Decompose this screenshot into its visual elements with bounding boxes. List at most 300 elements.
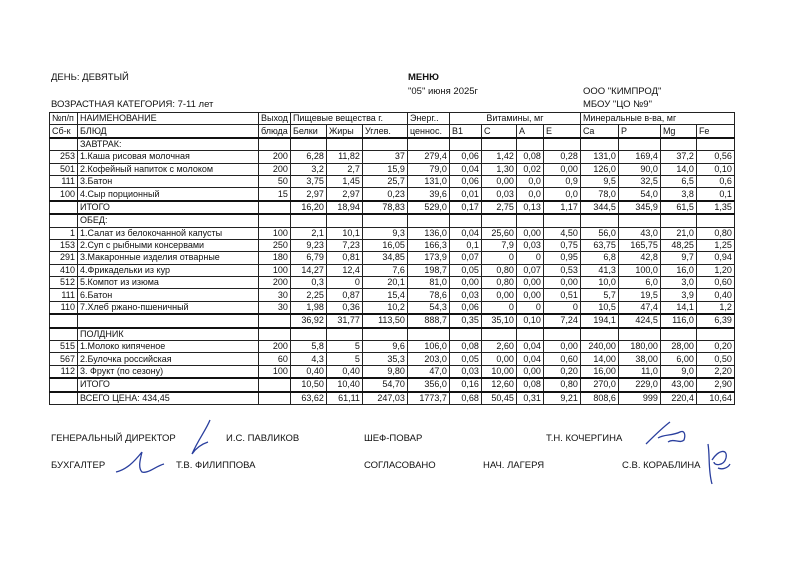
- table-cell: 2,90: [696, 378, 734, 391]
- table-cell: 512: [50, 277, 78, 289]
- dish-name: 6.Батон: [78, 289, 259, 301]
- table-cell: 0,08: [516, 378, 543, 391]
- table-cell: 6,00: [660, 353, 696, 365]
- table-cell: 2,1: [290, 227, 326, 239]
- table-cell: [407, 214, 449, 227]
- table-cell: 0,04: [449, 163, 481, 175]
- table-cell: 61,5: [660, 201, 696, 214]
- table-cell: 78,0: [580, 188, 618, 201]
- table-cell: [259, 138, 291, 151]
- table-cell: 100: [50, 188, 78, 201]
- table-cell: 0,80: [481, 277, 516, 289]
- table-cell: 166,3: [407, 239, 449, 251]
- table-cell: 1773,7: [407, 392, 449, 405]
- table-cell: 173,9: [407, 252, 449, 264]
- table-cell: 100,0: [618, 264, 660, 276]
- camp-head-signature-icon: [700, 440, 734, 490]
- menu-date: "05" июня 2025г: [408, 86, 479, 97]
- col-vitamins: Витамины, мг: [449, 113, 580, 125]
- table-cell: [696, 138, 734, 151]
- col-e: Е: [543, 125, 580, 138]
- table-cell: 90,0: [618, 163, 660, 175]
- table-cell: 0,00: [543, 277, 580, 289]
- grand-total-row: [50, 392, 735, 405]
- table-cell: 48,25: [660, 239, 696, 251]
- table-cell: 10,50: [290, 378, 326, 391]
- table-cell: [618, 214, 660, 227]
- table-cell: 0,00: [481, 175, 516, 187]
- table-cell: 0,31: [516, 392, 543, 405]
- dish-name: ИТОГО: [78, 201, 259, 214]
- table-cell: 2,75: [481, 201, 516, 214]
- table-row: [50, 264, 735, 276]
- table-cell: 0,20: [696, 341, 734, 353]
- table-cell: 7,6: [362, 264, 407, 276]
- table-cell: 43,00: [660, 378, 696, 391]
- table-cell: 10,2: [362, 301, 407, 314]
- table-cell: 203,0: [407, 353, 449, 365]
- table-cell: 270,0: [580, 378, 618, 391]
- table-cell: 28,00: [660, 341, 696, 353]
- table-cell: 78,83: [362, 201, 407, 214]
- table-cell: 21,0: [660, 227, 696, 239]
- table-cell: 253: [50, 151, 78, 163]
- table-cell: 9,5: [580, 175, 618, 187]
- table-cell: 0,00: [481, 353, 516, 365]
- table-cell: 100: [259, 365, 291, 378]
- table-cell: [290, 138, 326, 151]
- table-cell: 81,0: [407, 277, 449, 289]
- table-cell: 0,94: [696, 252, 734, 264]
- table-cell: 240,00: [580, 341, 618, 353]
- dish-name: [78, 314, 259, 327]
- table-cell: 47,0: [407, 365, 449, 378]
- table-cell: 47,4: [618, 301, 660, 314]
- table-cell: 35,10: [481, 314, 516, 327]
- table-cell: [259, 392, 291, 405]
- table-cell: 0,10: [516, 314, 543, 327]
- table-cell: 56,0: [580, 227, 618, 239]
- col-energy: Энерг..: [407, 113, 449, 125]
- table-cell: 0,00: [516, 289, 543, 301]
- section-title: ЗАВТРАК:: [78, 138, 259, 151]
- director-title: ГЕНЕРАЛЬНЫЙ ДИРЕКТОР: [51, 433, 176, 444]
- total-row: [50, 201, 735, 214]
- table-cell: 0,3: [290, 277, 326, 289]
- section-title: ПОЛДНИК: [78, 328, 259, 341]
- table-cell: 0,56: [696, 151, 734, 163]
- school-name: МБОУ "ЦО №9": [583, 99, 652, 110]
- table-row: [50, 277, 735, 289]
- table-cell: 0,6: [696, 175, 734, 187]
- table-cell: 0,00: [543, 341, 580, 353]
- table-cell: 0,04: [449, 227, 481, 239]
- table-cell: [259, 328, 291, 341]
- table-cell: 1,17: [543, 201, 580, 214]
- table-cell: [660, 328, 696, 341]
- table-cell: 1,20: [696, 264, 734, 276]
- table-cell: 0,80: [543, 378, 580, 391]
- dish-name: 1.Салат из белокочанной капусты: [78, 227, 259, 239]
- table-cell: [407, 328, 449, 341]
- table-cell: 0,60: [696, 277, 734, 289]
- table-cell: 2,7: [326, 163, 362, 175]
- table-cell: 0,00: [516, 227, 543, 239]
- table-cell: 888,7: [407, 314, 449, 327]
- table-cell: 220,4: [660, 392, 696, 405]
- table-cell: 999: [618, 392, 660, 405]
- table-cell: [290, 214, 326, 227]
- table-cell: 126,0: [580, 163, 618, 175]
- table-cell: [516, 214, 543, 227]
- table-cell: 43,0: [618, 227, 660, 239]
- table-cell: 0,1: [696, 188, 734, 201]
- table-cell: 16,20: [290, 201, 326, 214]
- table-cell: [516, 328, 543, 341]
- table-cell: 410: [50, 264, 78, 276]
- table-cell: 0,23: [362, 188, 407, 201]
- table-cell: 9,7: [660, 252, 696, 264]
- table-cell: [290, 328, 326, 341]
- table-cell: 0: [326, 277, 362, 289]
- table-row: [50, 151, 735, 163]
- camp-head-name: С.В. КОРАБЛИНА: [622, 460, 701, 471]
- table-cell: 2,60: [481, 341, 516, 353]
- table-cell: 0,03: [481, 188, 516, 201]
- dish-name: 1.Молоко кипяченое: [78, 341, 259, 353]
- table-cell: 10,5: [580, 301, 618, 314]
- table-row: [50, 163, 735, 175]
- table-cell: 0,02: [516, 163, 543, 175]
- col-num: №п/п: [50, 113, 78, 125]
- company-name: ООО "КИМПРОД": [583, 86, 662, 97]
- dish-name: 3.Макаронные изделия отварные: [78, 252, 259, 264]
- dish-name: ВСЕГО ЦЕНА: 434,45: [78, 392, 259, 405]
- col-energy-value: ценнос.: [407, 125, 449, 138]
- accountant-title: БУХГАЛТЕР: [51, 460, 106, 471]
- table-cell: 0,07: [516, 264, 543, 276]
- table-cell: 54,70: [362, 378, 407, 391]
- col-ca: Ca: [580, 125, 618, 138]
- table-cell: 0,40: [290, 365, 326, 378]
- table-cell: 136,0: [407, 227, 449, 239]
- table-cell: 9,80: [362, 365, 407, 378]
- table-cell: 0,04: [516, 341, 543, 353]
- table-cell: 9,23: [290, 239, 326, 251]
- table-cell: [50, 201, 78, 214]
- table-cell: 25,60: [481, 227, 516, 239]
- table-cell: 0,00: [449, 277, 481, 289]
- col-p: P: [618, 125, 660, 138]
- table-cell: 0,28: [543, 151, 580, 163]
- table-cell: 0,06: [449, 301, 481, 314]
- menu-table: [49, 112, 735, 405]
- table-cell: 0,06: [449, 151, 481, 163]
- col-fat: Жиры: [326, 125, 362, 138]
- table-cell: [50, 214, 78, 227]
- table-cell: 200: [259, 277, 291, 289]
- table-cell: 424,5: [618, 314, 660, 327]
- table-cell: 344,5: [580, 201, 618, 214]
- col-b1: В1: [449, 125, 481, 138]
- table-cell: 1,98: [290, 301, 326, 314]
- table-cell: 3,8: [660, 188, 696, 201]
- director-signature-icon: [188, 418, 218, 458]
- table-cell: 0,00: [543, 163, 580, 175]
- table-cell: 1,45: [326, 175, 362, 187]
- section-title-row: [50, 214, 735, 227]
- table-row: [50, 239, 735, 251]
- table-cell: 180: [259, 252, 291, 264]
- table-cell: 0,00: [516, 277, 543, 289]
- table-cell: 11,0: [618, 365, 660, 378]
- table-cell: [481, 214, 516, 227]
- section-title: ОБЕД:: [78, 214, 259, 227]
- table-cell: 0,35: [449, 314, 481, 327]
- table-cell: 279,4: [407, 151, 449, 163]
- table-cell: 2,25: [290, 289, 326, 301]
- table-cell: [618, 138, 660, 151]
- table-cell: 11,82: [326, 151, 362, 163]
- table-cell: 6,39: [696, 314, 734, 327]
- table-cell: 10,40: [326, 378, 362, 391]
- table-cell: 7,24: [543, 314, 580, 327]
- table-cell: 1: [50, 227, 78, 239]
- table-cell: 16,0: [660, 264, 696, 276]
- table-cell: 16,05: [362, 239, 407, 251]
- table-cell: [449, 328, 481, 341]
- dish-name: 4.Фрикадельки из кур: [78, 264, 259, 276]
- table-cell: 111: [50, 175, 78, 187]
- table-cell: 30: [259, 301, 291, 314]
- table-cell: 0,0: [543, 188, 580, 201]
- table-cell: 106,0: [407, 341, 449, 353]
- table-cell: 37: [362, 151, 407, 163]
- chef-name: Т.Н. КОЧЕРГИНА: [546, 433, 623, 444]
- table-cell: 567: [50, 353, 78, 365]
- table-cell: 501: [50, 163, 78, 175]
- table-cell: 3,9: [660, 289, 696, 301]
- day-label: ДЕНЬ: ДЕВЯТЫЙ: [51, 72, 129, 83]
- accountant-signature-icon: [112, 448, 172, 478]
- table-cell: 12,60: [481, 378, 516, 391]
- table-cell: 6,5: [660, 175, 696, 187]
- table-cell: [660, 214, 696, 227]
- header-row-1: [50, 113, 735, 125]
- table-cell: 110: [50, 301, 78, 314]
- table-cell: 3,75: [290, 175, 326, 187]
- table-cell: [516, 138, 543, 151]
- table-cell: 6,79: [290, 252, 326, 264]
- table-cell: 0,0: [516, 188, 543, 201]
- table-cell: 5,8: [290, 341, 326, 353]
- table-cell: 15: [259, 188, 291, 201]
- table-cell: [259, 214, 291, 227]
- chef-title: ШЕФ-ПОВАР: [364, 433, 423, 444]
- table-cell: 0,53: [543, 264, 580, 276]
- table-cell: 0,40: [326, 365, 362, 378]
- table-cell: 100: [259, 264, 291, 276]
- table-cell: [362, 328, 407, 341]
- table-cell: 1,30: [481, 163, 516, 175]
- table-cell: 0,40: [696, 289, 734, 301]
- table-cell: 16,00: [580, 365, 618, 378]
- table-cell: 229,0: [618, 378, 660, 391]
- col-mg: Mg: [660, 125, 696, 138]
- table-cell: 10,00: [481, 365, 516, 378]
- col-minerals: Минеральные в-ва, мг: [580, 113, 734, 125]
- agreed-label: СОГЛАСОВАНО: [364, 460, 436, 471]
- menu-title: МЕНЮ: [408, 72, 439, 83]
- accountant-name: Т.В. ФИЛИППОВА: [176, 460, 256, 471]
- table-cell: 111: [50, 289, 78, 301]
- chef-signature-icon: [640, 418, 690, 450]
- table-cell: 165,75: [618, 239, 660, 251]
- table-cell: 113,50: [362, 314, 407, 327]
- table-cell: 37,2: [660, 151, 696, 163]
- table-cell: 198,7: [407, 264, 449, 276]
- section-title-row: [50, 328, 735, 341]
- table-cell: 180,00: [618, 341, 660, 353]
- table-cell: [50, 138, 78, 151]
- table-cell: 0,51: [543, 289, 580, 301]
- table-cell: 200: [259, 341, 291, 353]
- dish-name: 7.Хлеб ржано-пшеничный: [78, 301, 259, 314]
- table-cell: 0,00: [481, 289, 516, 301]
- dish-name: 2.Булочка российская: [78, 353, 259, 365]
- col-protein: Белки: [290, 125, 326, 138]
- table-cell: 42,8: [618, 252, 660, 264]
- table-cell: [362, 138, 407, 151]
- table-cell: [362, 214, 407, 227]
- table-cell: 0: [516, 301, 543, 314]
- table-cell: 515: [50, 341, 78, 353]
- table-cell: 6,28: [290, 151, 326, 163]
- table-cell: 9,0: [660, 365, 696, 378]
- table-row: [50, 188, 735, 201]
- table-cell: 14,00: [580, 353, 618, 365]
- table-cell: 54,3: [407, 301, 449, 314]
- section-title-row: [50, 138, 735, 151]
- table-cell: 1,35: [696, 201, 734, 214]
- table-cell: 153: [50, 239, 78, 251]
- director-name: И.С. ПАВЛИКОВ: [226, 433, 300, 444]
- table-cell: 200: [259, 151, 291, 163]
- table-cell: 3,0: [660, 277, 696, 289]
- table-cell: 0: [516, 252, 543, 264]
- table-cell: 15,9: [362, 163, 407, 175]
- table-cell: [580, 214, 618, 227]
- table-cell: [407, 138, 449, 151]
- table-cell: 10,1: [326, 227, 362, 239]
- table-cell: [50, 378, 78, 391]
- dish-name: ИТОГО: [78, 378, 259, 391]
- dish-name: 2.Кофейный напиток с молоком: [78, 163, 259, 175]
- total-row: [50, 314, 735, 327]
- table-cell: 0,50: [696, 353, 734, 365]
- table-cell: [543, 138, 580, 151]
- table-cell: [543, 214, 580, 227]
- table-cell: 61,11: [326, 392, 362, 405]
- table-cell: 9,6: [362, 341, 407, 353]
- table-cell: 131,0: [580, 151, 618, 163]
- table-cell: 35,3: [362, 353, 407, 365]
- table-cell: [326, 214, 362, 227]
- table-cell: 0,80: [696, 227, 734, 239]
- table-cell: 0,08: [449, 341, 481, 353]
- table-cell: 1,25: [696, 239, 734, 251]
- table-cell: 50,45: [481, 392, 516, 405]
- table-cell: 0,10: [696, 163, 734, 175]
- table-cell: 112: [50, 365, 78, 378]
- dish-name: 2.Суп с рыбными консервами: [78, 239, 259, 251]
- table-cell: [259, 314, 291, 327]
- table-cell: 14,0: [660, 163, 696, 175]
- table-cell: 0,07: [449, 252, 481, 264]
- menu-body: [50, 138, 735, 405]
- dish-name: 3.Батон: [78, 175, 259, 187]
- camp-head-title: НАЧ. ЛАГЕРЯ: [483, 460, 545, 471]
- col-portion: блюда: [259, 125, 291, 138]
- table-cell: 5,7: [580, 289, 618, 301]
- dish-name: 5.Компот из изюма: [78, 277, 259, 289]
- table-cell: 18,94: [326, 201, 362, 214]
- table-cell: [618, 328, 660, 341]
- table-cell: [50, 392, 78, 405]
- table-row: [50, 365, 735, 378]
- table-cell: [449, 138, 481, 151]
- table-cell: 19,5: [618, 289, 660, 301]
- table-cell: 169,4: [618, 151, 660, 163]
- table-cell: 0,87: [326, 289, 362, 301]
- table-row: [50, 175, 735, 187]
- table-cell: [326, 328, 362, 341]
- dish-name: 3. Фрукт (по сезону): [78, 365, 259, 378]
- table-cell: 5: [326, 353, 362, 365]
- table-cell: 345,9: [618, 201, 660, 214]
- table-row: [50, 252, 735, 264]
- table-cell: [696, 328, 734, 341]
- table-cell: 0,01: [449, 188, 481, 201]
- col-c: С: [481, 125, 516, 138]
- table-cell: 0,0: [516, 175, 543, 187]
- table-cell: 0,03: [449, 289, 481, 301]
- table-cell: 10,0: [580, 277, 618, 289]
- header-row-2: [50, 125, 735, 138]
- col-yield: Выход: [259, 113, 291, 125]
- table-cell: 0,03: [449, 365, 481, 378]
- table-cell: 79,0: [407, 163, 449, 175]
- table-cell: 14,27: [290, 264, 326, 276]
- table-cell: 36,92: [290, 314, 326, 327]
- table-cell: 0,1: [449, 239, 481, 251]
- table-cell: 7,9: [481, 239, 516, 251]
- table-cell: 0,75: [543, 239, 580, 251]
- table-cell: [696, 214, 734, 227]
- table-cell: 39,6: [407, 188, 449, 201]
- table-cell: 131,0: [407, 175, 449, 187]
- table-cell: 0: [543, 301, 580, 314]
- table-cell: 5: [326, 341, 362, 353]
- age-category: ВОЗРАСТНАЯ КАТЕГОРИЯ: 7-11 лет: [51, 99, 214, 110]
- table-cell: 0,9: [543, 175, 580, 187]
- dish-name: 4.Сыр порционный: [78, 188, 259, 201]
- table-cell: 2,20: [696, 365, 734, 378]
- col-carbs: Углев.: [362, 125, 407, 138]
- table-cell: 7,23: [326, 239, 362, 251]
- col-a: А: [516, 125, 543, 138]
- table-cell: 9,3: [362, 227, 407, 239]
